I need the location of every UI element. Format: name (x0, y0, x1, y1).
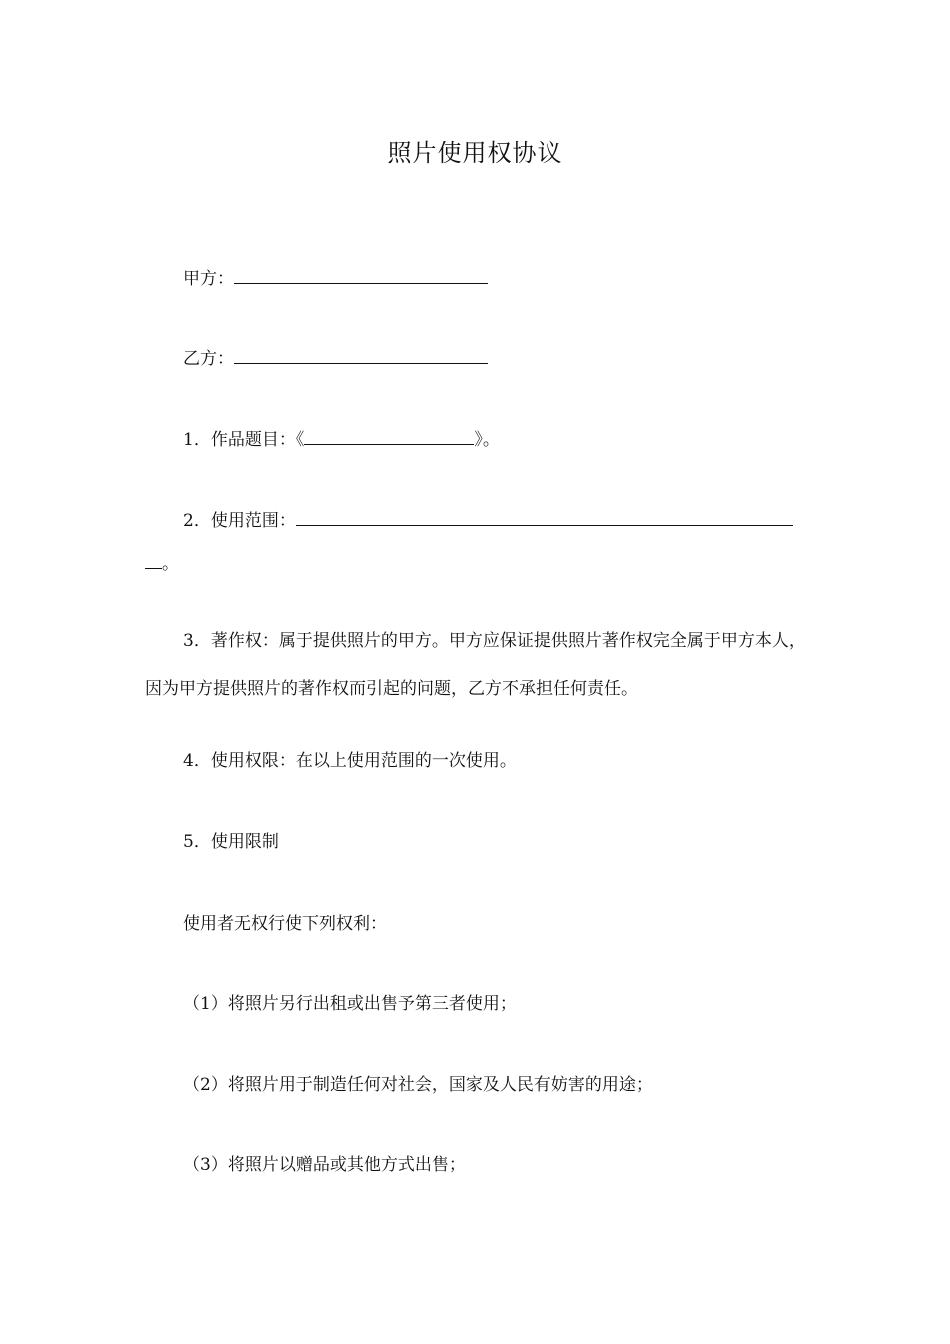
restriction-intro: 使用者无权行使下列权利： (183, 914, 387, 934)
party-a-label: 甲方： (183, 269, 234, 289)
party-b-label: 乙方： (183, 349, 234, 369)
usage-scope-blank-continued[interactable] (145, 551, 162, 569)
party-a-line (183, 266, 488, 291)
item4-paragraph: 4．使用权限：在以上使用范围的一次使用。 (183, 751, 517, 771)
party-b-blank[interactable] (234, 346, 488, 364)
document-title: 照片使用权协议 (387, 139, 563, 167)
item2-label: 2．使用范围： (183, 511, 296, 531)
item1-label: 1．作品题目：《 (183, 430, 305, 450)
item1-suffix: 》。 (474, 430, 500, 450)
item1-line (183, 427, 500, 452)
restriction-item: （3）将照片以赠品或其他方式出售； (183, 1155, 466, 1175)
restriction-item: （2）将照片用于制造任何对社会，国家及人民有妨害的用途； (183, 1075, 653, 1095)
item3-paragraph: 3．著作权：属于提供照片的甲方。甲方应保证提供照片著作权完全属于甲方本人，因为甲方提供照片的著作权而引起的问题，乙方不承担任何责任。 (145, 631, 806, 699)
usage-scope-blank[interactable] (296, 508, 793, 526)
restriction-item: （1）将照片另行出租或出售予第三者使用； (183, 994, 517, 1014)
item2-suffix: 。 (162, 554, 179, 574)
work-title-blank[interactable] (304, 427, 474, 445)
item5-heading: 5．使用限制 (183, 832, 279, 852)
item2-continuation (145, 551, 179, 576)
party-b-line (183, 346, 488, 371)
party-a-blank[interactable] (234, 266, 488, 284)
item2-line (183, 508, 793, 533)
